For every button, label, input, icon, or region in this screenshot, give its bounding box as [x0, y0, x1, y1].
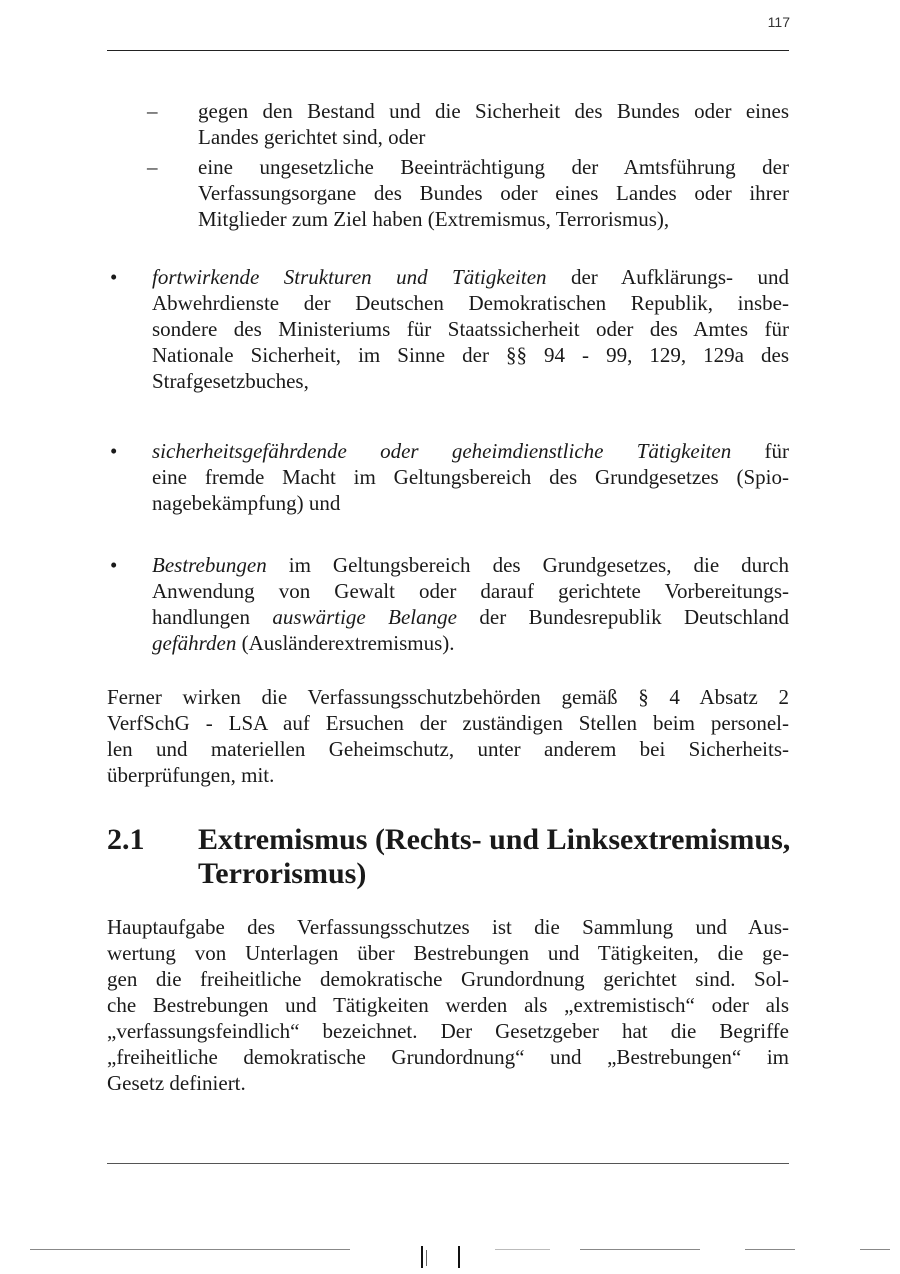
bullet-item	[152, 438, 789, 516]
paragraph-ferner	[107, 684, 789, 788]
text-line: Verfassungsorgane des Bundes oder eines Landes oder ihrer	[198, 181, 789, 205]
scan-artifact-line	[745, 1249, 795, 1250]
text-line: überprüfungen, mit.	[107, 763, 275, 787]
footer-rule	[107, 1163, 789, 1164]
text-run: (Ausländerextremismus).	[236, 631, 455, 655]
text-run: für	[731, 439, 789, 463]
scan-artifact-bar	[426, 1250, 427, 1266]
section-title	[198, 823, 789, 891]
text-run: im Geltungsbereich des Grundgesetzes, die durch	[266, 553, 789, 577]
bullet-marker: •	[110, 439, 118, 463]
dash-marker: –	[147, 99, 158, 123]
text-line	[152, 264, 789, 290]
emphasis-text: fortwirkende Strukturen und Tätigkeiten	[152, 265, 547, 289]
text-line	[152, 604, 789, 630]
text-line: „freiheitliche demokratische Grundordnung“ und „Bestrebungen“ im	[107, 1045, 789, 1069]
dash-item	[198, 98, 789, 150]
bullet-item	[152, 264, 789, 394]
text-line: Strafgesetzbuches,	[152, 369, 309, 393]
text-line: len und materiellen Geheimschutz, unter anderem bei Sicherheits-	[107, 737, 789, 761]
text-run: der Aufklärungs- und	[546, 265, 789, 289]
scan-artifact-line	[860, 1249, 890, 1250]
text-line: Ferner wirken die Verfassungsschutzbehörden gemäß § 4 Absatz 2	[107, 685, 789, 709]
bullet-item	[152, 552, 789, 656]
text-line: Anwendung von Gewalt oder darauf gerichtete Vorbereitungs-	[152, 579, 789, 603]
text-line: wertung von Unterlagen über Bestrebungen und Tätigkeiten, die ge-	[107, 941, 789, 965]
emphasis-text: sicherheitsgefährdende oder geheimdienstliche Tätigkeiten	[152, 439, 732, 463]
text-line	[152, 552, 789, 578]
bullet-marker: •	[110, 265, 118, 289]
scan-artifact-line	[495, 1249, 550, 1250]
page-number: 117	[767, 14, 790, 30]
text-line: gen die freiheitliche demokratische Grundordnung gerichtet sind. Sol-	[107, 967, 789, 991]
text-line: nagebekämpfung) und	[152, 491, 341, 515]
text-line	[152, 438, 789, 464]
emphasis-text: auswärtige Belange	[272, 605, 457, 629]
text-line: Nationale Sicherheit, im Sinne der §§ 94 - 99, 129, 129a des	[152, 343, 789, 367]
scan-artifact-bar	[458, 1246, 460, 1268]
dash-marker: –	[147, 155, 158, 179]
text-line: Mitglieder zum Ziel haben (Extremismus, Terrorismus),	[198, 207, 670, 231]
text-line: Hauptaufgabe des Verfassungsschutzes ist die Sammlung und Aus-	[107, 915, 789, 939]
text-line: Landes gerichtet sind, oder	[198, 125, 426, 149]
heading-line: Terrorismus)	[198, 857, 367, 890]
section-number: 2.1	[107, 823, 145, 856]
text-line: VerfSchG - LSA auf Ersuchen der zuständigen Stellen beim personel-	[107, 711, 789, 735]
text-line: Gesetz definiert.	[107, 1071, 246, 1095]
text-line: che Bestrebungen und Tätigkeiten werden als „extremistisch“ oder als	[107, 993, 789, 1017]
scan-artifact-line	[30, 1249, 350, 1250]
text-line	[152, 630, 789, 656]
bullet-marker: •	[110, 553, 118, 577]
paragraph-hauptaufgabe	[107, 914, 789, 1096]
text-line: eine fremde Macht im Geltungsbereich des Grundgesetzes (Spio-	[152, 465, 789, 489]
emphasis-text: gefährden	[152, 631, 237, 655]
text-line: Abwehrdienste der Deutschen Demokratischen Republik, insbe-	[152, 291, 789, 315]
text-run: handlungen	[152, 605, 273, 629]
scan-artifact-bar	[421, 1246, 423, 1268]
text-run: der Bundesrepublik Deutschland	[456, 605, 789, 629]
scan-artifact-line	[580, 1249, 700, 1250]
text-line: sondere des Ministeriums für Staatssicherheit oder des Amtes für	[152, 317, 789, 341]
emphasis-text: Bestrebungen	[152, 553, 267, 577]
header-rule	[107, 50, 789, 51]
text-line: „verfassungsfeindlich“ bezeichnet. Der Gesetzgeber hat die Begriffe	[107, 1019, 789, 1043]
text-line: gegen den Bestand und die Sicherheit des Bundes oder eines	[198, 99, 789, 123]
dash-item	[198, 154, 789, 232]
heading-line: Extremismus (Rechts- und Linksextremismus,	[198, 823, 791, 856]
text-line: eine ungesetzliche Beeinträchtigung der Amtsführung der	[198, 155, 789, 179]
